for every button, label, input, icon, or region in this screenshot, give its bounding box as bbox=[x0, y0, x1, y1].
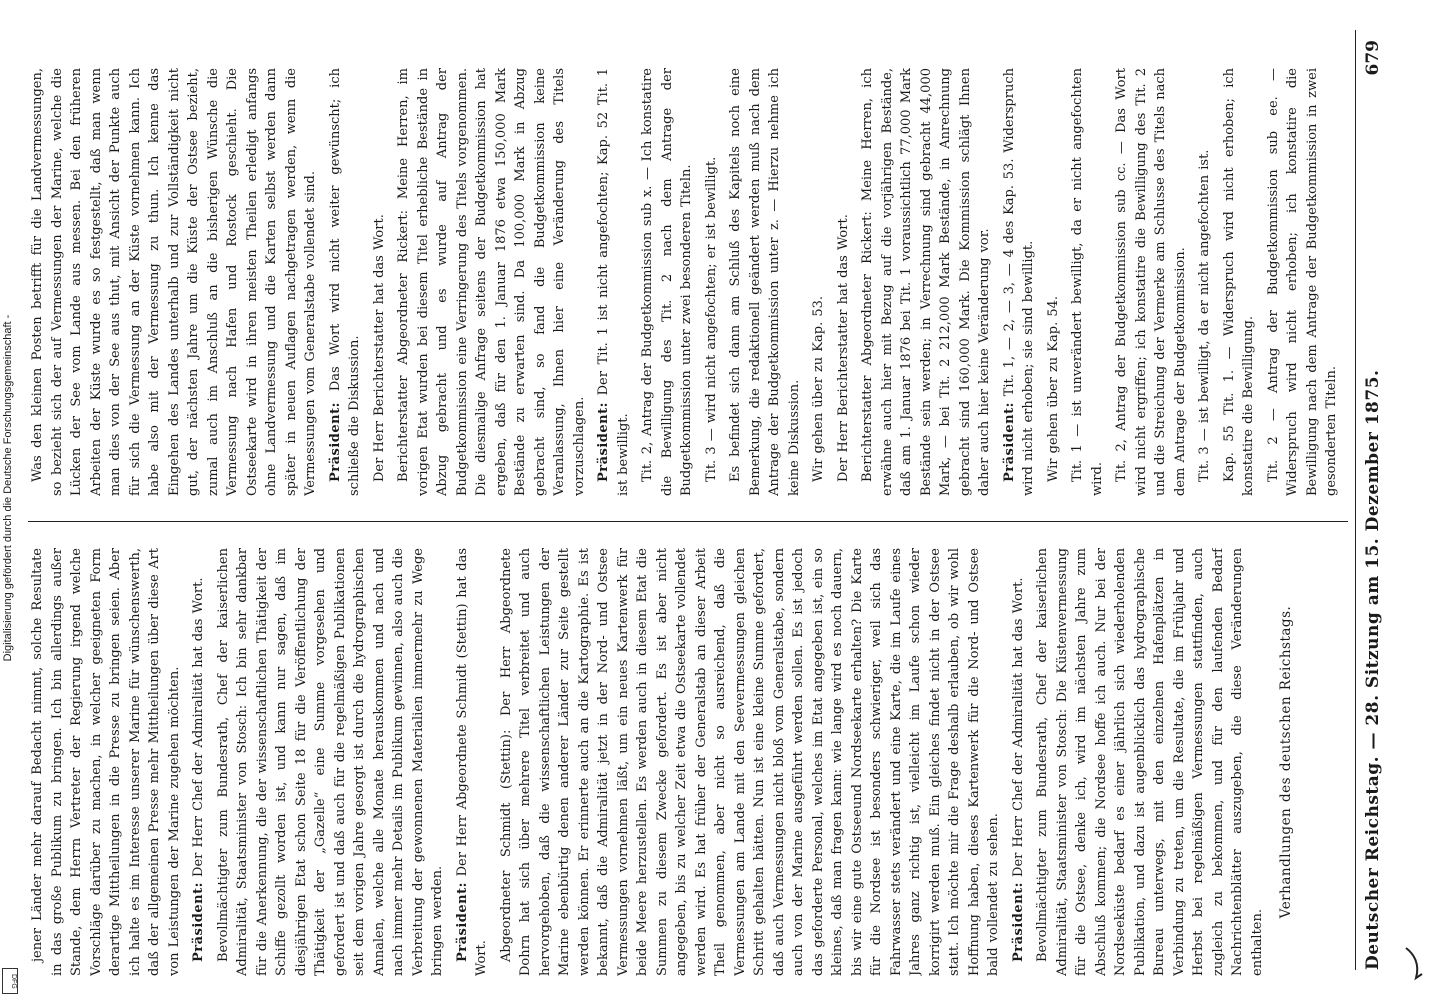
paragraph-text: Der Herr Berichterstatter hat das Wort. bbox=[371, 214, 387, 482]
speaker-label: Präsident: bbox=[1001, 402, 1017, 482]
page-number: 679 bbox=[1363, 40, 1383, 76]
running-title: Deutscher Reichstag. — 28. Sitzung am 15. Dezember 1875. bbox=[1363, 369, 1383, 970]
paragraph bbox=[1000, 68, 1039, 496]
paragraph-text: Berichterstatter Abgeordneter Rickert: Meine Herren, im vorigen Etat wurden bei diesem Titel erhebliche Bestände in Abzug gebracht und es wurde auf Antrag der Budgetkommission eine Verringerung des Titels vorgenommen. Die diesmalige Anfrage seitens der Budgetkommission hat ergeben, daß für den 1. Januar 1876 etwa 150,000 Mark Bestände zu erwarten sind. Da 100,000 Mark in Abzug gebracht sind, so fand die Budgetkommission keine Veranlassung, Ihnen hier eine Veränderung des Titels vorzuschlagen. bbox=[396, 68, 587, 496]
paragraph-text: Berichterstatter Abgeordneter Rickert: Meine Herren, ich erwähne auch hier mit Bezug auf die vorjährigen Bestände, daß am 1. Januar 1876 bei Tit. 1 voraussichtlich 77,000 Mark Bestände sein werden; in Verrechnung sind gebracht 44,000 Mark, — bei Tit. 2 212,000 Mark Bestände, in Anrechnung gebracht sind 160,000 Mark. Die Kommission schlägt Ihnen daher auch hier keine Veränderung vor. bbox=[860, 68, 992, 496]
paragraph bbox=[28, 68, 321, 496]
right-column bbox=[28, 68, 1348, 496]
paragraph-text: Der Herr Berichterstatter hat das Wort. bbox=[835, 214, 851, 482]
paragraph bbox=[1195, 68, 1215, 496]
paragraph bbox=[453, 548, 492, 976]
paragraph bbox=[394, 68, 589, 496]
speaker-label: Präsident: bbox=[191, 882, 206, 962]
paragraph-text: Der Herr Abgeordnete Schmidt (Stettin) hat das Wort. bbox=[454, 548, 489, 976]
paragraph bbox=[1112, 68, 1190, 496]
paragraph-text: Der Herr Chef der Admiralität hat das Wort. bbox=[191, 577, 206, 877]
digitization-note: Digitalisierung gefördert durch die Deutsche Forschungsgemeinschaft - bbox=[2, 314, 14, 662]
paragraph bbox=[1044, 68, 1064, 496]
paragraph bbox=[809, 68, 829, 496]
paragraph bbox=[1347, 68, 1349, 496]
paragraph-text: Es befindet sich dann am Schluß des Kapitels noch eine Bemerkung, die redaktionell geändert werden muß nach dem Antrage der Budgetkommission unter z. — Hierzu nehme ich keine Diskussion. bbox=[728, 68, 802, 496]
paragraph-text: Kap. 55 Tit. 1. — Widerspruch wird nicht erhoben; ich konstatire die Bewilligung. bbox=[1221, 68, 1256, 496]
paragraph bbox=[1068, 68, 1107, 496]
paragraph-text: Das Wort wird nicht weiter gewünscht; ich schließe die Diskussion. bbox=[327, 68, 362, 496]
paragraph bbox=[858, 68, 995, 496]
page-header bbox=[1363, 30, 1391, 970]
speaker-label: Präsident: bbox=[596, 402, 611, 482]
margin-mark bbox=[1402, 944, 1426, 984]
paragraph bbox=[594, 68, 633, 496]
paragraph bbox=[1264, 68, 1342, 496]
left-column bbox=[28, 548, 1348, 976]
paragraph bbox=[1033, 548, 1267, 976]
paragraph bbox=[1009, 548, 1029, 976]
speaker-label: Präsident: bbox=[1010, 882, 1026, 962]
dfg-logo: DFG bbox=[2, 968, 18, 994]
paragraph-text: Wir gehen über zu Kap. 54. bbox=[1045, 295, 1061, 482]
paragraph bbox=[370, 68, 390, 496]
paragraph bbox=[214, 548, 448, 976]
paragraph-text: Tit. 1, — 2, — 3, — 4 des Kap. 53. Widerspruch wird nicht erhoben; sie sind bewilligt. bbox=[1001, 68, 1036, 496]
paragraph bbox=[702, 68, 722, 496]
column-divider bbox=[28, 521, 1348, 522]
paragraph bbox=[726, 68, 804, 496]
paragraph-text: Tit. 2, Antrag der Budgetkommission sub x. — Ich konstatire die Bewilligung des Tit. 2 nach dem Antrage der Budgetkommission unter zwei besonderen Titeln. bbox=[640, 68, 694, 496]
paragraph-text: Tit. 2 — Antrag der Budgetkommission sub ee. — Widerspruch wird nicht erhoben; ich konstatire die Bewilligung nach dem Antrage der Budgetkommission in zwei gesonderten Titeln. bbox=[1265, 68, 1339, 496]
paragraph bbox=[497, 548, 1004, 976]
paragraph bbox=[638, 68, 697, 496]
paragraph-text: Tit. 3 — wird nicht angefochten; er ist bewilligt. bbox=[703, 156, 719, 482]
speaker-label: Präsident: bbox=[454, 882, 470, 962]
header-rule bbox=[1355, 30, 1356, 970]
paragraph-text: Was den kleinen Posten betrifft für die Landvermessungen, so bezieht sich der auf Vermessungen der Marine, welche die Lücken der See vom Lande aus messen. Bei den früheren Arbeiten der Küste wurde es so festgestellt, daß man wenn man dies von der See aus thut, mit Ansicht der Punkte auch für sich die Vermessung an der Küste vornehmen kann. Ich habe also mit der Vermessung zu thun. Ich kenne das Eingehen des Landes unterhalb und zur Vollständigkeit nicht gut, der nächsten Jahre um die Küste der Ostsee bezieht, zumal auch im Anschluß an die bisherigen Wünsche die Vermessung nach Hafen und Rostock geschieht. Die Ostseekarte wird in ihren meisten Theilen erledigt anfangs ohne Landvermessung und die Karten selbst werden dann später in neuen Auflagen nachgetragen werden, wenn die Vermessungen vom Generalstabe vollendet sind. bbox=[30, 68, 318, 496]
paragraph-text: Abgeordneter Schmidt (Stettin): Der Herr Abgeordnete Dohrn hat sich über mehrere Titel verbreitet und auch hervorgehoben, daß die wissenschaftlichen Leistungen der Marine ebenbürtig denen anderer Länder zur Seite gestellt werden können. Er erinnerte auch an die Kartographie. Es ist bekannt, daß die Admiralität jetzt in der Nord- und Ostsee Vermessungen vornehmen läßt, um ein neues Kartenwerk für beide Meere herzustellen. Es werden auch in diesem Etat die Summen zu diesem Zwecke gefordert. Es ist aber nicht angegeben, bis zu welcher Zeit etwa die Ostseekarte vollendet werden wird. Es hat früher der Generalstab an dieser Arbeit Theil genommen, aber nicht so ausreichend, daß die Vermessungen am Lande mit den Seevermessungen gleichen Schritt gehalten hätten. Nun ist eine kleine Summe gefordert, daß auch Vermessungen nicht bloß vom Generalstabe, sondern auch von der Marine ausgeführt werden sollen. Es ist jedoch das geforderte Personal, welches im Etat angegeben ist, ein so kleines, daß man fragen kann: wie lange wird es noch dauern, bis wir eine gute Ostseeund Nordseekarte erhalten? Die Karte für die Nordsee ist besonders schwieriger, weil sich das Fahrwasser stets verändert und eine Karte, die im Laufe eines Jahres ganz richtig ist, vielleicht im Laufe schon wieder korrigirt werden muß. Ein gleiches findet nicht in der Ostsee statt. Ich möchte mir die Frage deshalb erlauben, ob wir wohl Hoffnung haben, dieses Kartenwerk für die Nord- und Ostsee bald vollendet zu sehen. bbox=[498, 548, 1001, 976]
paragraph-text: Bevollmächtigter zum Bundesrath, Chef der kaiserlichen Admiralität, Staatsminister von Stosch: Die Küstenvermessung für die Ostsee, denke ich, wird im nächsten Jahre zum Abschluß kommen; die Nordsee hoffe ich auch. Nur bei der Nordseeküste bedarf es einer jährlich sich wiederholenden Publikation, und dazu ist augenblicklich das hydrographische Bureau unterwegs, mit den einzelnen Hafenplätzen in Verbindung zu treten, um die Resultate, die im Frühjahr und Herbst bei regelmäßigen Vermessungen stattfinden, auch zugleich zu bekommen, und für den laufenden Bedarf Nachrichtenblätter auszugeben, die diese Veränderungen enthalten. bbox=[1035, 548, 1265, 976]
paragraph bbox=[834, 68, 854, 496]
paragraph bbox=[189, 548, 209, 976]
paragraph-text: Bevollmächtigter zum Bundesrath, Chef der kaiserlichen Admiralität, Staatsminister von Stosch: Ich bin sehr dankbar für die Anerkennung, die der wissenschaftlichen Thätigkeit der Schiffe gezollt worden ist, und kann nur sagen, daß im diesjährigen Etat schon Seite 18 für die Veröffentlichung der Thätigkeit der „Gazelle“ eine Summe vorgesehen und gefordert ist und daß auch für die regelmäßigen Publikationen seit dem vorigen Jahre gesorgt ist durch die hydrographischen Annalen, welche alle Monate herauskommen und nach und nach immer mehr Details im Publikum gewinnen, also auch die Verbreitung der gewonnenen Materialien immermehr zu Wege bringen werden. bbox=[215, 548, 445, 976]
paragraph-text: jener Länder mehr darauf Bedacht nimmt, solche Resultate in das große Publikum zu bringen. Ich bin allerdings außer Stande, dem Herrn Vertreter der Regierung irgend welche Vorschläge darüber zu machen, in welcher geeigneten Form derartige Mittheilungen in die Presse zu bringen seien. Aber ich halte es im Interesse unserer Marine für wünschenswerth, daß der allgemeinen Presse mehr Mittheilungen über diese Art von Leistungen der Marine zugehen möchten. bbox=[30, 548, 182, 976]
speaker-label: Präsident: bbox=[327, 402, 343, 482]
paragraph-text: Der Herr Chef der Admiralität hat das Wort. bbox=[1010, 577, 1026, 877]
paragraph-text: Tit. 3 — ist bewilligt, da er nicht angefochten ist. bbox=[1197, 149, 1212, 482]
paragraph-text: Tit. 2, Antrag der Budgetkommission sub cc. — Das Wort wird nicht ergriffen; ich konstatire die Bewilligung des Tit. 2 und die Streichung der Vermerke am Schlusse des Titels nach dem Antrage der Budgetkommission. bbox=[1114, 68, 1188, 496]
paragraph-text: Tit. 1 — ist unverändert bewilligt, da er nicht angefochten wird. bbox=[1070, 68, 1105, 496]
paragraph-text: Der Tit. 1 ist nicht angefochten; Kap. 52 Tit. 1 ist bewilligt. bbox=[596, 68, 631, 496]
paragraph-text: Wir gehen über zu Kap. 53. bbox=[811, 295, 826, 482]
volume-footer: Verhandlungen des deutschen Reichstags. bbox=[1278, 605, 1294, 919]
rotated-page bbox=[8, 8, 1408, 1000]
paragraph bbox=[1220, 68, 1259, 496]
paragraph bbox=[28, 548, 184, 976]
paragraph bbox=[326, 68, 365, 496]
